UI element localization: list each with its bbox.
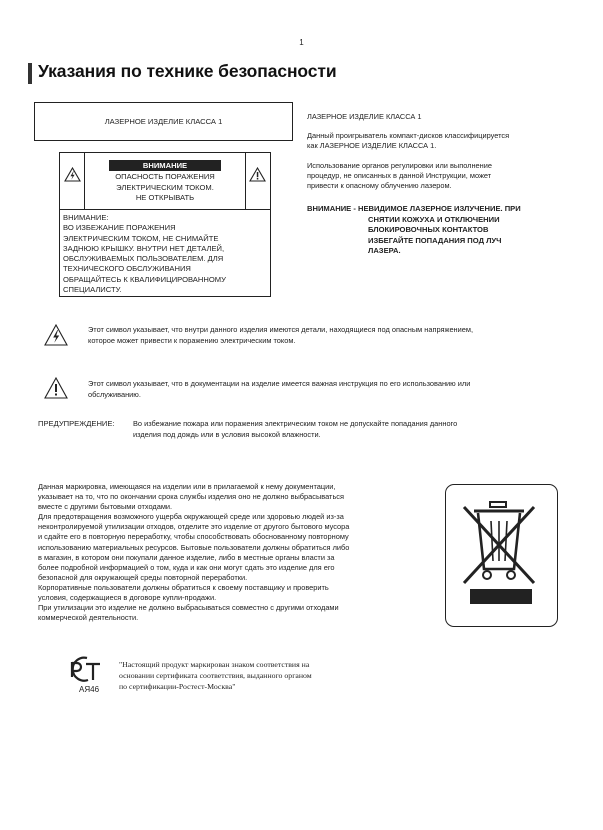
shock-warning-label — [59, 152, 271, 210]
disposal-line: и сдайте его в повторную переработку, чтобы способствовать обоснованному повторному — [38, 532, 349, 542]
laser-class-label — [34, 102, 293, 141]
exclamation-warning-icon — [44, 377, 68, 399]
paragraph-line: привести к опасному облучению лазером. — [307, 181, 452, 190]
symbol-line: которое может привести к поражению электрическим током. — [88, 335, 296, 345]
notice-line: ТЕХНИЧЕСКОГО ОБСЛУЖИВАНИЯ — [63, 264, 191, 274]
disposal-line: использованию материальных ресурсов. Бытовые пользователи должны обратиться либо — [38, 542, 350, 552]
disposal-line: в магазин, в котором они покупали данное изделие, либо в местные органы власти за — [38, 552, 335, 562]
disposal-line: коммерческой деятельности. — [38, 613, 139, 623]
warning-line: ЭЛЕКТРИЧЕСКИМ ТОКОМ. — [116, 182, 214, 192]
paragraph-line: Данный проигрыватель компакт-дисков классифицируется — [307, 131, 510, 140]
weee-symbol-box — [445, 484, 558, 627]
disposal-line: более подробной информацией о том, куда и как они могут сдать это изделие для его — [38, 562, 335, 572]
bold-warning-lead: ВНИМАНИЕ - НЕВИДИМОЕ ЛАЗЕРНОЕ ИЗЛУЧЕНИЕ. ПРИ — [307, 204, 521, 213]
symbol-line: Этот символ указывает, что в документации на изделие имеется важная инструкция по его использованию или — [88, 379, 471, 388]
disposal-line: неконтролируемой утилизации отходов, отделите это изделие от другого бытового мусора — [38, 522, 350, 532]
notice-line: ВНИМАНИЕ: — [63, 213, 109, 222]
precaution-label: ПРЕДУПРЕЖДЕНИЕ: — [38, 419, 115, 428]
certification-line: по сертификации-Ростест-Москва" — [119, 682, 236, 692]
laser-paragraph-1 — [307, 131, 569, 151]
laser-heading: ЛАЗЕРНОЕ ИЗДЕЛИЕ КЛАССА 1 — [307, 112, 422, 121]
paragraph-line: процедур, не описанных в данной Инструкции, может — [307, 171, 492, 180]
certification-line: "Настоящий продукт маркирован знаком соответствия на — [119, 660, 310, 669]
certification-line: основании сертификата соответствия, выданного органом — [119, 671, 312, 681]
symbol-description-instruction — [88, 379, 566, 400]
title-bar — [28, 63, 32, 84]
symbol-line: обслуживанию. — [88, 389, 141, 399]
service-notice-box — [59, 210, 271, 297]
precaution-line: изделия под дождь или в условия высокой влажности. — [133, 429, 321, 439]
certification-code: АЯ46 — [79, 685, 100, 694]
warning-header: ВНИМАНИЕ — [109, 160, 221, 171]
page-title: Указания по технике безопасности — [38, 61, 337, 81]
exclamation-warning-icon — [249, 167, 266, 182]
certification-text — [119, 659, 369, 693]
notice-line: ЗАДНЮЮ КРЫШКУ. ВНУТРИ НЕТ ДЕТАЛЕЙ, — [63, 243, 225, 253]
disposal-line: указывает на то, что по окончании срока службы изделия оно не должно выбрасываться — [38, 492, 344, 502]
disposal-line: Для предотвращения возможного ущерба окружающей среде или здоровью людей из-за — [38, 512, 344, 522]
disposal-line: При утилизации это изделие не должно выбрасываться совместно с другими отходами — [38, 603, 339, 613]
disposal-line: Корпоративные пользователи должны обратиться к своему поставщику и проверить — [38, 582, 329, 592]
paragraph-line: как ЛАЗЕРНОЕ ИЗДЕЛИЕ КЛАССА 1. — [307, 141, 437, 150]
precaution-text — [133, 419, 573, 440]
notice-line: ОБРАЩАЙТЕСЬ К КВАЛИФИЦИРОВАННОМУ — [63, 274, 226, 284]
bold-warning-line: ИЗБЕГАЙТЕ ПОПАДАНИЯ ПОД ЛУЧ — [368, 235, 502, 245]
laser-paragraph-2 — [307, 161, 569, 191]
page-number: 1 — [299, 38, 304, 47]
notice-line: ОБСЛУЖИВАЕМЫХ ПОЛЬЗОВАТЕЛЕМ. ДЛЯ — [63, 254, 224, 264]
lightning-warning-icon — [64, 167, 81, 182]
bold-warning-line: БЛОКИРОВОЧНЫХ КОНТАКТОВ — [368, 225, 489, 234]
invisible-laser-warning — [307, 204, 569, 257]
warning-line: НЕ ОТКРЫВАТЬ — [135, 193, 195, 202]
warning-text — [85, 172, 245, 204]
notice-line: ЭЛЕКТРИЧЕСКИМ ТОКОМ, НЕ СНИМАЙТЕ — [63, 233, 219, 243]
bold-warning-line: ЛАЗЕРА. — [368, 246, 401, 255]
symbol-line: Этот символ указывает, что внутри данного изделия имеются детали, находящиеся под опасным напряжением, — [88, 325, 474, 334]
disposal-information — [38, 482, 433, 623]
notice-line: ВО ИЗБЕЖАНИЕ ПОРАЖЕНИЯ — [63, 223, 176, 233]
precaution-line: Во избежание пожара или поражения электрическим током не допускайте попадания данного — [133, 419, 458, 428]
lightning-warning-icon — [44, 324, 68, 346]
disposal-line: безопасной для окружающей среды повторной переработки. — [38, 572, 248, 582]
bold-warning-line: СНЯТИИ КОЖУХА И ОТКЛЮЧЕНИИ — [368, 214, 500, 224]
crossed-bin-icon — [446, 485, 557, 626]
notice-line: СПЕЦИАЛИСТУ. — [63, 285, 122, 295]
disposal-line: вместе с другими бытовыми отходами. — [38, 502, 173, 512]
disposal-line: Данная маркировка, имеющаяся на изделии или в прилагаемой к нему документации, — [38, 482, 336, 491]
warning-line: ОПАСНОСТЬ ПОРАЖЕНИЯ — [115, 172, 215, 181]
paragraph-line: Использование органов регулировки или выполнение — [307, 161, 492, 170]
symbol-description-shock — [88, 325, 566, 346]
laser-class-text: ЛАЗЕРНОЕ ИЗДЕЛИЕ КЛАССА 1 — [104, 117, 223, 126]
rst-logo-icon — [66, 654, 104, 684]
disposal-line: условия, содержащиеся в договоре купли-продажи. — [38, 593, 217, 603]
